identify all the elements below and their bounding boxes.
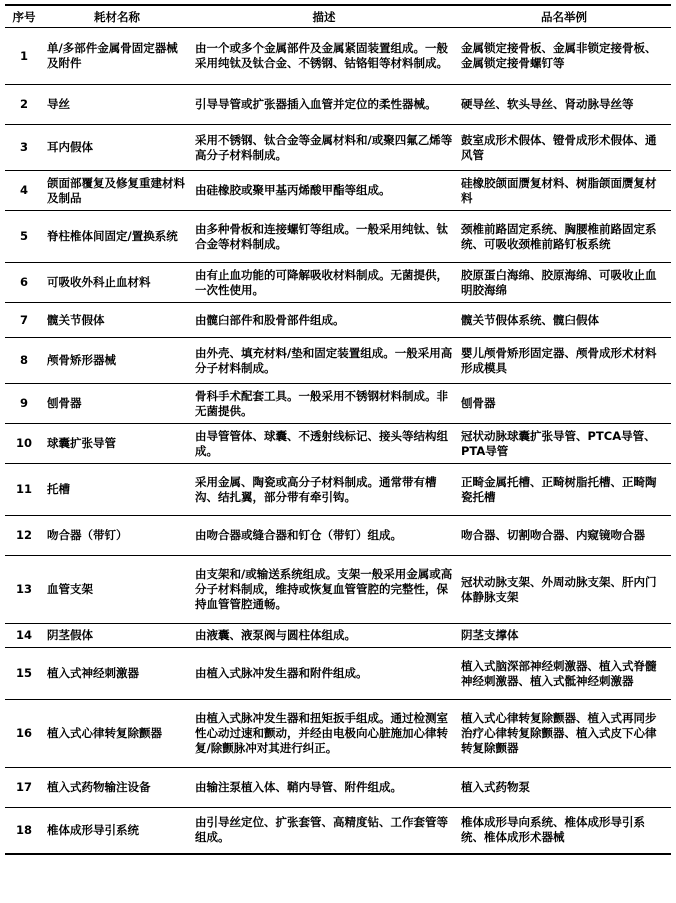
table-row [5, 516, 671, 556]
row-examples: 鼓室成形术假体、镫骨成形术假体、通风管 [461, 132, 657, 162]
row-desc: 骨科手术配套工具。一般采用不锈钢材料制成。非无菌提供。 [195, 388, 448, 418]
row-examples: 植入式心律转复除颤器、植入式再同步治疗心律转复除颤器、植入式皮下心律转复除颤器 [461, 711, 657, 755]
row-name: 植入式药物输注设备 [47, 780, 151, 794]
row-name: 脊柱椎体间固定/置换系统 [47, 229, 178, 243]
row-num: 8 [19, 353, 28, 367]
row-num: 4 [19, 183, 28, 197]
row-num: 15 [15, 666, 32, 680]
row-examples: 颈椎前路固定系统、胸腰椎前路固定系统、可吸收颈椎前路钉板系统 [461, 221, 657, 251]
row-desc: 由液囊、液泵阀与圆柱体组成。 [195, 628, 356, 642]
row-desc: 由导管管体、球囊、不透射线标记、接头等结构组成。 [195, 428, 448, 458]
row-desc: 由一个或多个金属部件及金属紧固装置组成。一般采用纯钛及钛合金、不锈钢、钴铬钼等材料制成。 [195, 41, 448, 70]
row-examples: 金属锁定接骨板、金属非锁定接骨板、金属锁定接骨螺钉等 [461, 41, 657, 70]
document-page [5, 4, 671, 855]
row-examples: 硬导丝、软头导丝、肾动脉导丝等 [461, 97, 634, 111]
table-row [5, 28, 671, 85]
row-examples: 植入式药物泵 [461, 780, 530, 794]
row-name: 球囊扩张导管 [47, 436, 116, 450]
row-num: 14 [15, 628, 32, 642]
table-row [5, 464, 671, 516]
row-examples: 植入式脑深部神经刺激器、植入式脊髓神经刺激器、植入式骶神经刺激器 [461, 658, 657, 688]
table-row [5, 85, 671, 125]
row-examples: 冠状动脉球囊扩张导管、PTCA导管、PTA导管 [461, 428, 656, 458]
row-examples: 婴儿颅骨矫形固定器、颅骨成形术材料形成模具 [461, 345, 657, 375]
header-num: 序号 [5, 5, 43, 28]
table-row [5, 384, 671, 424]
table-row [5, 338, 671, 384]
row-desc: 由植入式脉冲发生器和扭矩扳手组成。通过检测室性心动过速和颤动，并经由电极向心脏施加心律转复/除颤脉冲对其进行纠正。 [195, 711, 448, 755]
consumables-table [5, 4, 671, 855]
row-name: 耳内假体 [47, 140, 93, 154]
row-desc: 引导导管或扩张器插入血管并定位的柔性器械。 [195, 97, 437, 111]
row-num: 13 [15, 582, 32, 596]
row-num: 6 [19, 275, 28, 289]
row-num: 1 [19, 48, 28, 63]
row-num: 17 [15, 780, 32, 794]
table-row [5, 700, 671, 768]
row-num: 2 [19, 97, 28, 111]
header-examples: 品名举例 [457, 5, 671, 28]
table-row [5, 768, 671, 808]
table-header-row [5, 5, 671, 28]
table-row [5, 125, 671, 171]
row-desc: 由引导丝定位、扩张套管、高精度钻、工作套管等组成。 [195, 815, 448, 845]
row-desc: 由植入式脉冲发生器和附件组成。 [195, 666, 368, 680]
row-examples: 胶原蛋白海绵、胶原海绵、可吸收止血明胶海绵 [461, 267, 657, 297]
row-examples: 硅橡胶颌面赝复材料、树脂颌面赝复材料 [461, 175, 657, 205]
table-row [5, 303, 671, 338]
row-examples: 阴茎支撑体 [461, 628, 519, 642]
row-examples: 冠状动脉支架、外周动脉支架、肝内门体静脉支架 [461, 574, 657, 604]
row-desc: 由髋臼部件和股骨部件组成。 [195, 312, 345, 327]
table-row [5, 424, 671, 464]
row-name: 植入式神经刺激器 [47, 666, 139, 680]
row-name: 髋关节假体 [47, 312, 105, 327]
table-row [5, 263, 671, 303]
row-desc: 由支架和/或输送系统组成。支架一般采用金属或高分子材料制成，维持或恢复血管管腔的完整性，保持血管管腔通畅。 [195, 567, 453, 611]
table-row [5, 624, 671, 648]
row-examples: 椎体成形导向系统、椎体成形导引系统、椎体成形术器械 [461, 815, 645, 845]
row-num: 3 [19, 140, 28, 154]
row-name: 刨骨器 [47, 396, 82, 410]
row-num: 5 [19, 229, 28, 243]
row-num: 11 [15, 482, 32, 496]
row-desc: 由多种骨板和连接螺钉等组成。一般采用纯钛、钛合金等材料制成。 [195, 221, 448, 251]
row-name: 血管支架 [47, 582, 93, 596]
table-row [5, 648, 671, 700]
row-name: 植入式心律转复除颤器 [47, 726, 162, 740]
row-name: 阴茎假体 [47, 628, 93, 642]
table-row [5, 211, 671, 263]
table-body [5, 28, 671, 854]
table-row [5, 808, 671, 854]
row-name: 椎体成形导引系统 [47, 822, 139, 837]
row-desc: 由有止血功能的可降解吸收材料制成。无菌提供，一次性使用。 [195, 267, 448, 297]
row-desc: 由吻合器或缝合器和钉仓（带钉）组成。 [195, 528, 402, 542]
header-desc: 描述 [191, 5, 457, 28]
table-row [5, 171, 671, 211]
row-examples: 刨骨器 [461, 396, 496, 410]
row-examples: 正畸金属托槽、正畸树脂托槽、正畸陶瓷托槽 [461, 474, 657, 504]
row-name: 颌面部覆复及修复重建材料及制品 [47, 175, 185, 205]
row-num: 10 [15, 436, 32, 450]
row-name: 导丝 [47, 97, 70, 111]
row-name: 颅骨矫形器械 [47, 353, 116, 367]
row-name: 托槽 [47, 482, 70, 496]
row-desc: 由外壳、填充材料/垫和固定装置组成。一般采用高分子材料制成。 [195, 345, 453, 375]
row-desc: 由输注泵植入体、鞘内导管、附件组成。 [195, 780, 402, 794]
row-num: 12 [15, 528, 32, 542]
table-row [5, 556, 671, 624]
row-name: 单/多部件金属骨固定器械及附件 [47, 41, 178, 70]
header-name: 耗材名称 [43, 5, 191, 28]
row-name: 可吸收外科止血材料 [47, 275, 151, 289]
row-num: 9 [19, 396, 28, 410]
row-num: 18 [15, 822, 32, 837]
row-desc: 采用不锈钢、钛合金等金属材料和/或聚四氟乙烯等高分子材料制成。 [195, 132, 453, 162]
row-desc: 由硅橡胶或聚甲基丙烯酸甲酯等组成。 [195, 183, 391, 197]
row-desc: 采用金属、陶瓷或高分子材料制成。通常带有槽沟、结扎翼，部分带有牵引钩。 [195, 474, 437, 504]
row-name: 吻合器（带钉） [47, 528, 128, 542]
row-num: 16 [15, 726, 32, 740]
row-examples: 髋关节假体系统、髋臼假体 [461, 312, 599, 327]
row-num: 7 [19, 312, 28, 327]
row-examples: 吻合器、切割吻合器、内窥镜吻合器 [461, 528, 645, 542]
